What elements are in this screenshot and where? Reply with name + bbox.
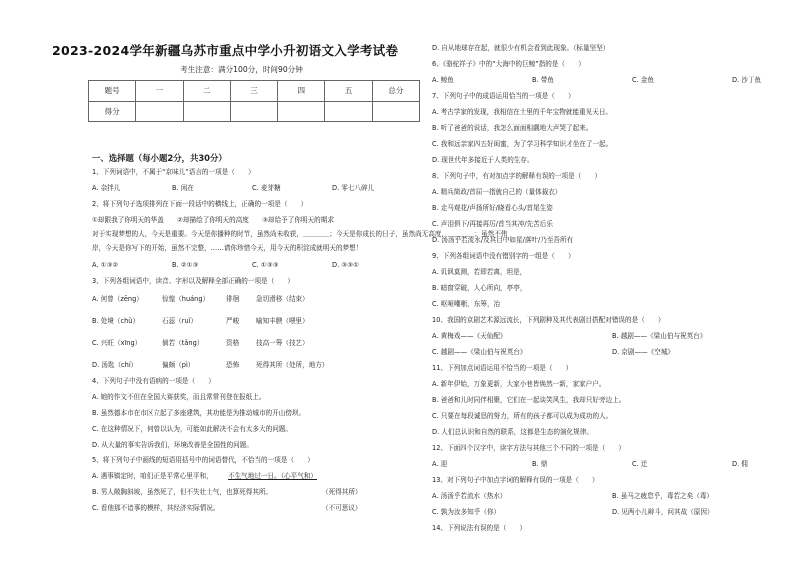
score-input-cell[interactable] <box>325 101 372 122</box>
option-a: A. 新年伊始，万象更新，大家小巷皆焕然一新，家家户户。 <box>432 380 606 388</box>
option-d: D. 佣 <box>732 460 748 468</box>
option-a: A. 迎 <box>432 460 448 468</box>
question-stem: 10、我国的京剧艺术源远流长，下列剧种及其代表剧目搭配对错误的是（ ） <box>432 316 665 324</box>
option-b: B. 男人敞胸斜坡，虽然死了，但不失壮士气，也算死得其所。 <box>92 488 273 496</box>
option-c: C. 兴旺（xīng） <box>92 339 142 347</box>
option-b: B. 虽马之疲怠乎，毒若之矣（毒） <box>612 492 714 500</box>
score-input-cell[interactable] <box>136 101 183 122</box>
option-c: C. 我和远亲家四五好闺蜜，为了学习科学知识才坐在了一起。 <box>432 140 613 148</box>
table-cell: 三 <box>230 81 277 102</box>
option-text: 喻知丰腴（喂里） <box>256 317 309 325</box>
question-stem: 3、下列各组词语中，读音、字形以及解释全部正确的一项是（ ） <box>92 277 295 285</box>
question-stem: 4、下列句子中没有语病的一项是（ ） <box>92 377 215 385</box>
option-b: B. 听了爸爸的说话，我怎么面面相觑地大声哭了起来。 <box>432 124 593 132</box>
option-a: A. 黄梅戏——《天仙配》 <box>432 332 507 340</box>
table-cell: 四 <box>278 81 325 102</box>
option-text: 石蕊（ruǐ） <box>162 317 198 325</box>
option-c: C. 迁 <box>632 460 648 468</box>
option-b: B. 虽然德本市在市区立起了多座建筑，其功能是为推动城市的开山傍坝。 <box>92 409 306 417</box>
question-stem: 6、《骆驼祥子》中的“大海中的巨鲸”指的是（ ） <box>432 60 585 68</box>
question-text: 岸，今天是你写下的开始，虽然不完整，……请你珍惜今天，用今天的积淀成就明天的梦想！ <box>92 244 363 252</box>
table-cell: 总分 <box>372 81 419 102</box>
option-c: C. 呕哑嘲哳，东筹，冶 <box>432 300 501 308</box>
option-b: B. ②①③ <box>172 261 199 269</box>
option-a: A. 汤汤乎若流水（热水） <box>432 492 507 500</box>
option-b: B. 鼎 <box>532 460 548 468</box>
option-a: A. 考古学家的发现，我相信在土里的千年宝物就能重见天日。 <box>432 108 613 116</box>
option-a: A. 何曾（zēng） <box>92 295 143 303</box>
question-text: ①却跟我了你明天的华盖 ②却描绘了你明天的高度 ③却给予了你明天的期求 <box>92 216 334 224</box>
option-d: D. 人们总认识和自然的联系，这都是生态的演化规律。 <box>432 428 593 436</box>
question-stem: 1、下列词语中，不属于“京味儿”语言的一项是（ ） <box>92 168 255 176</box>
option-a: A. 讥讽莫测，若即若离，坦是， <box>432 268 527 276</box>
page-title: 2023-2024学年新疆乌苏市重点中学小升初语文入学考试卷 <box>52 43 399 58</box>
option-c: C. ①③③ <box>252 261 279 269</box>
option-a: A. 精兵简政/首屈一指就自己的（量体裁衣） <box>432 188 562 196</box>
table-cell: 得分 <box>89 101 136 122</box>
option-c: C. 麦芽糖 <box>252 184 281 192</box>
option-text: 技高一筹（技艺） <box>256 339 309 347</box>
option-b: B. 暗窗穿破，人心所向，亭亭， <box>432 284 527 292</box>
question-stem: 14、下列说法有误的是（ ） <box>432 524 527 532</box>
option-d: D. 汤匙（chí） <box>92 361 138 369</box>
option-text: 徘徊 <box>226 295 240 303</box>
exam-notice: 考生注意：满分100分，时间90分钟 <box>180 65 303 74</box>
option-d: D. ③③① <box>332 261 360 269</box>
option-d: D. 零七八碎儿 <box>332 184 375 192</box>
score-input-cell[interactable] <box>183 101 230 122</box>
question-stem: 5、将下列句子中画线的短语用括号中的词语替代，不恰当的一项是（ ） <box>92 456 314 464</box>
option-c: C. 声泪俱下/再接再厉/首当其冲/先苦后乐 <box>432 220 553 228</box>
question-stem: 11、下列加点词语运用不恰当的一项是（ ） <box>432 364 573 372</box>
section-heading: 一、选择题（每小题2分，共30分） <box>92 153 227 163</box>
option-text: 资格 <box>226 339 240 347</box>
table-cell: 一 <box>136 81 183 102</box>
option-c: C. 金鱼 <box>632 76 654 84</box>
option-text: （死得其所） <box>322 488 362 496</box>
question-stem: 7、下列句子中的成语运用恰当的一项是（ ） <box>432 92 575 100</box>
question-stem: 12、下面四个汉字中，读字方法与其他三个不同的一项是（ ） <box>432 444 626 452</box>
option-text: 死得其所（处所，地方） <box>256 361 329 369</box>
option-text: 偏颇（pì） <box>162 361 195 369</box>
table-row <box>89 101 420 122</box>
option-c: C. 看他那不谙事的模样，其经济实际情况。 <box>92 504 220 512</box>
option-b: B. 闲在 <box>172 184 194 192</box>
option-text: 惊惶（huáng） <box>162 295 210 303</box>
table-cell: 五 <box>325 81 372 102</box>
table-row <box>89 81 420 102</box>
option-b: B. 处境（chǔ） <box>92 317 140 325</box>
score-table <box>88 80 420 122</box>
option-c: C. 只要在每段诚恳的努力，所有的孩子都可以成为成功的人。 <box>432 412 613 420</box>
option-b: B. 走马观花/声扬所好/晓看心头/首尾生姿 <box>432 204 553 212</box>
question-stem: 13、对下列句子中加点字词的解释有误的一项是（ ） <box>432 476 599 484</box>
option-d: D. 汤汤乎若流水/及其目中如星/落叶/乃至吾所有 <box>432 236 574 244</box>
right-column <box>402 0 794 562</box>
question-text: 对于实现梦想的人，今天是重要。今天是你播种的时节，虽然尚未收获，＿＿＿＿；今天是你成长的日子，虽然尚无高度，＿＿＿＿；虽然不伟 <box>92 230 508 238</box>
option-text-underlined: 不生气地过一日。（心平气和） <box>228 472 318 480</box>
option-d: D. 见两小儿辩斗，问其故（原因） <box>612 508 714 516</box>
option-d: D. 现世代年多接近于人类的生存。 <box>432 156 534 164</box>
option-a: A. 鲸鱼 <box>432 76 454 84</box>
option-c: C. 在这种情况下，何曾以认为，可能如此解决不会有太多大的问题。 <box>92 425 293 433</box>
question-stem: 9、下列各组词语中没有错别字的一组是（ ） <box>432 252 575 260</box>
option-text: 严峻 <box>226 317 240 325</box>
option-c: C. 越剧——《梁山伯与祝英台》 <box>432 348 527 356</box>
option-a: A. 遇事镇定时，咱们正是平常心里平和， <box>92 472 213 480</box>
option-d: D. 沙丁鱼 <box>732 76 762 84</box>
option-d: D. 从大量的事实告诉我们，环境改善是全国性的问题。 <box>92 441 253 449</box>
score-input-cell[interactable] <box>230 101 277 122</box>
option-c: C. 孰为汝多知乎（你） <box>432 508 501 516</box>
table-cell: 二 <box>183 81 230 102</box>
question-stem: 2、将下列句子选项排列在下面一段话中的横线上，正确的一项是（ ） <box>92 200 308 208</box>
option-a: A. ①③② <box>92 261 119 269</box>
option-d: D. 自从地球存在起，就很少有机会看到此现象。（标量坚坚） <box>432 44 610 52</box>
option-b: B. 爸爸和儿时同伴相聚，它们在一起谈笑风生，我却只好旁边上。 <box>432 396 626 404</box>
option-a: A. 她的作文不但在全国大赛获奖，而且常常刊登在报纸上。 <box>92 393 266 401</box>
option-text: 急切滑移（结束） <box>256 295 309 303</box>
table-cell: 题号 <box>89 81 136 102</box>
option-a: A. 杂拌儿 <box>92 184 121 192</box>
option-b: B. 越剧——《梁山伯与祝英台》 <box>612 332 707 340</box>
option-text: 恐怖 <box>226 361 240 369</box>
option-text: 倘若（tǎng） <box>162 339 204 347</box>
score-input-cell[interactable] <box>278 101 325 122</box>
option-d: D. 京剧——《空城》 <box>612 348 675 356</box>
option-b: B. 带鱼 <box>532 76 554 84</box>
question-stem: 8、下列句子中，有对加点字的解释有误的一项是（ ） <box>432 172 602 180</box>
option-text: （不可思议） <box>322 504 362 512</box>
